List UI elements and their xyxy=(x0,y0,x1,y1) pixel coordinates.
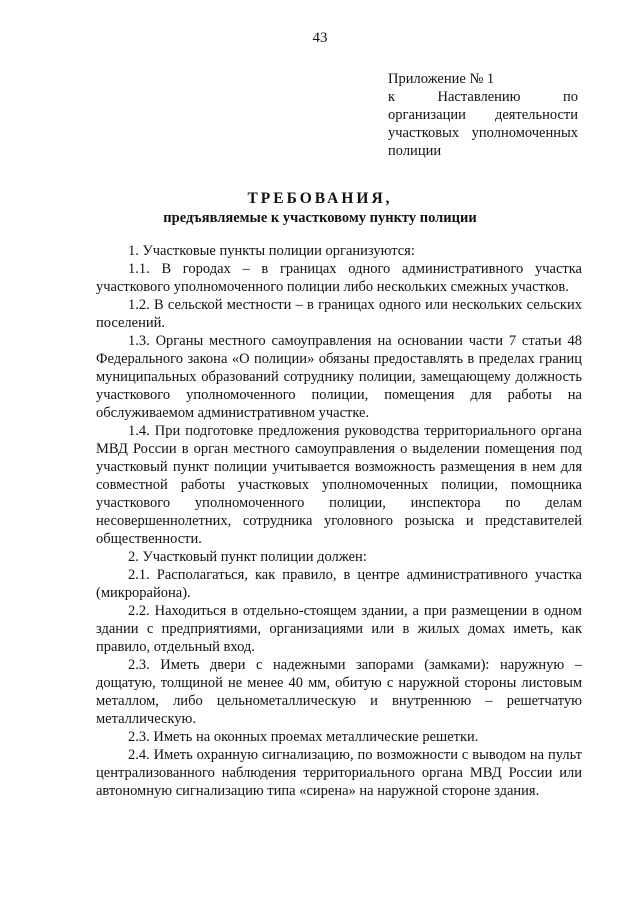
paragraph: 1.1. В городах – в границах одного административного участка участкового уполномоченного полиции либо нескольких смежных участков. xyxy=(96,261,582,295)
appendix-line: участковых уполномоченных xyxy=(388,125,578,141)
paragraph: 2.3. Иметь двери с надежными запорами (замками): наружную – дощатую, толщиной не менее 40 мм, обитую с наружной стороны листовым металлом, либо цельнометаллическую и внутреннюю – решетчатую металлическую. xyxy=(96,657,582,727)
appendix-line: к Наставлению по xyxy=(388,89,578,105)
page-number: 43 xyxy=(312,30,328,46)
paragraph: 2.2. Находиться в отдельно-стоящем здании, а при размещении в одном здании с предприятиями, организациями или в жилых домах иметь, как правило, отдельный вход. xyxy=(96,603,582,655)
document-body xyxy=(96,242,582,800)
document-subtitle: предъявляемые к участковому пункту полиции xyxy=(163,210,477,226)
appendix-line: полиции xyxy=(388,143,442,159)
paragraph: 1.4. При подготовке предложения руководства территориального органа МВД России в орган местного самоуправления о выделении помещения под участковый пункт полиции учитывается возможность размещения в нем для совместной работы участковых уполномоченных полиции, помощника участкового уполномоченного полиции, инспектора по делам несовершеннолетних, сотрудника уголовного розыска и представителей общественности. xyxy=(96,423,582,547)
document-title: ТРЕБОВАНИЯ, xyxy=(247,190,393,207)
appendix-line: Приложение № 1 xyxy=(388,71,495,87)
paragraph: 2.3. Иметь на оконных проемах металлические решетки. xyxy=(128,729,479,745)
paragraph: 1. Участковые пункты полиции организуются: xyxy=(128,243,415,259)
appendix-block xyxy=(388,70,578,160)
paragraph: 2.1. Располагаться, как правило, в центре административного участка (микрорайона). xyxy=(96,567,582,601)
appendix-line: организации деятельности xyxy=(388,107,578,123)
paragraph: 2.4. Иметь охранную сигнализацию, по возможности с выводом на пульт централизованного наблюдения территориального органа МВД России или автономную сигнализацию типа «сирена» на наружной стороне здания. xyxy=(96,747,582,799)
paragraph: 2. Участковый пункт полиции должен: xyxy=(128,549,367,565)
paragraph: 1.2. В сельской местности – в границах одного или нескольких сельских поселений. xyxy=(96,297,582,331)
paragraph: 1.3. Органы местного самоуправления на основании части 7 статьи 48 Федерального закона «О полиции» обязаны предоставлять в пределах границ муниципальных образований сотруднику полиции, замещающему должность участкового уполномоченного полиции, помещения для работы на обслуживаемом административном участке. xyxy=(96,333,582,421)
